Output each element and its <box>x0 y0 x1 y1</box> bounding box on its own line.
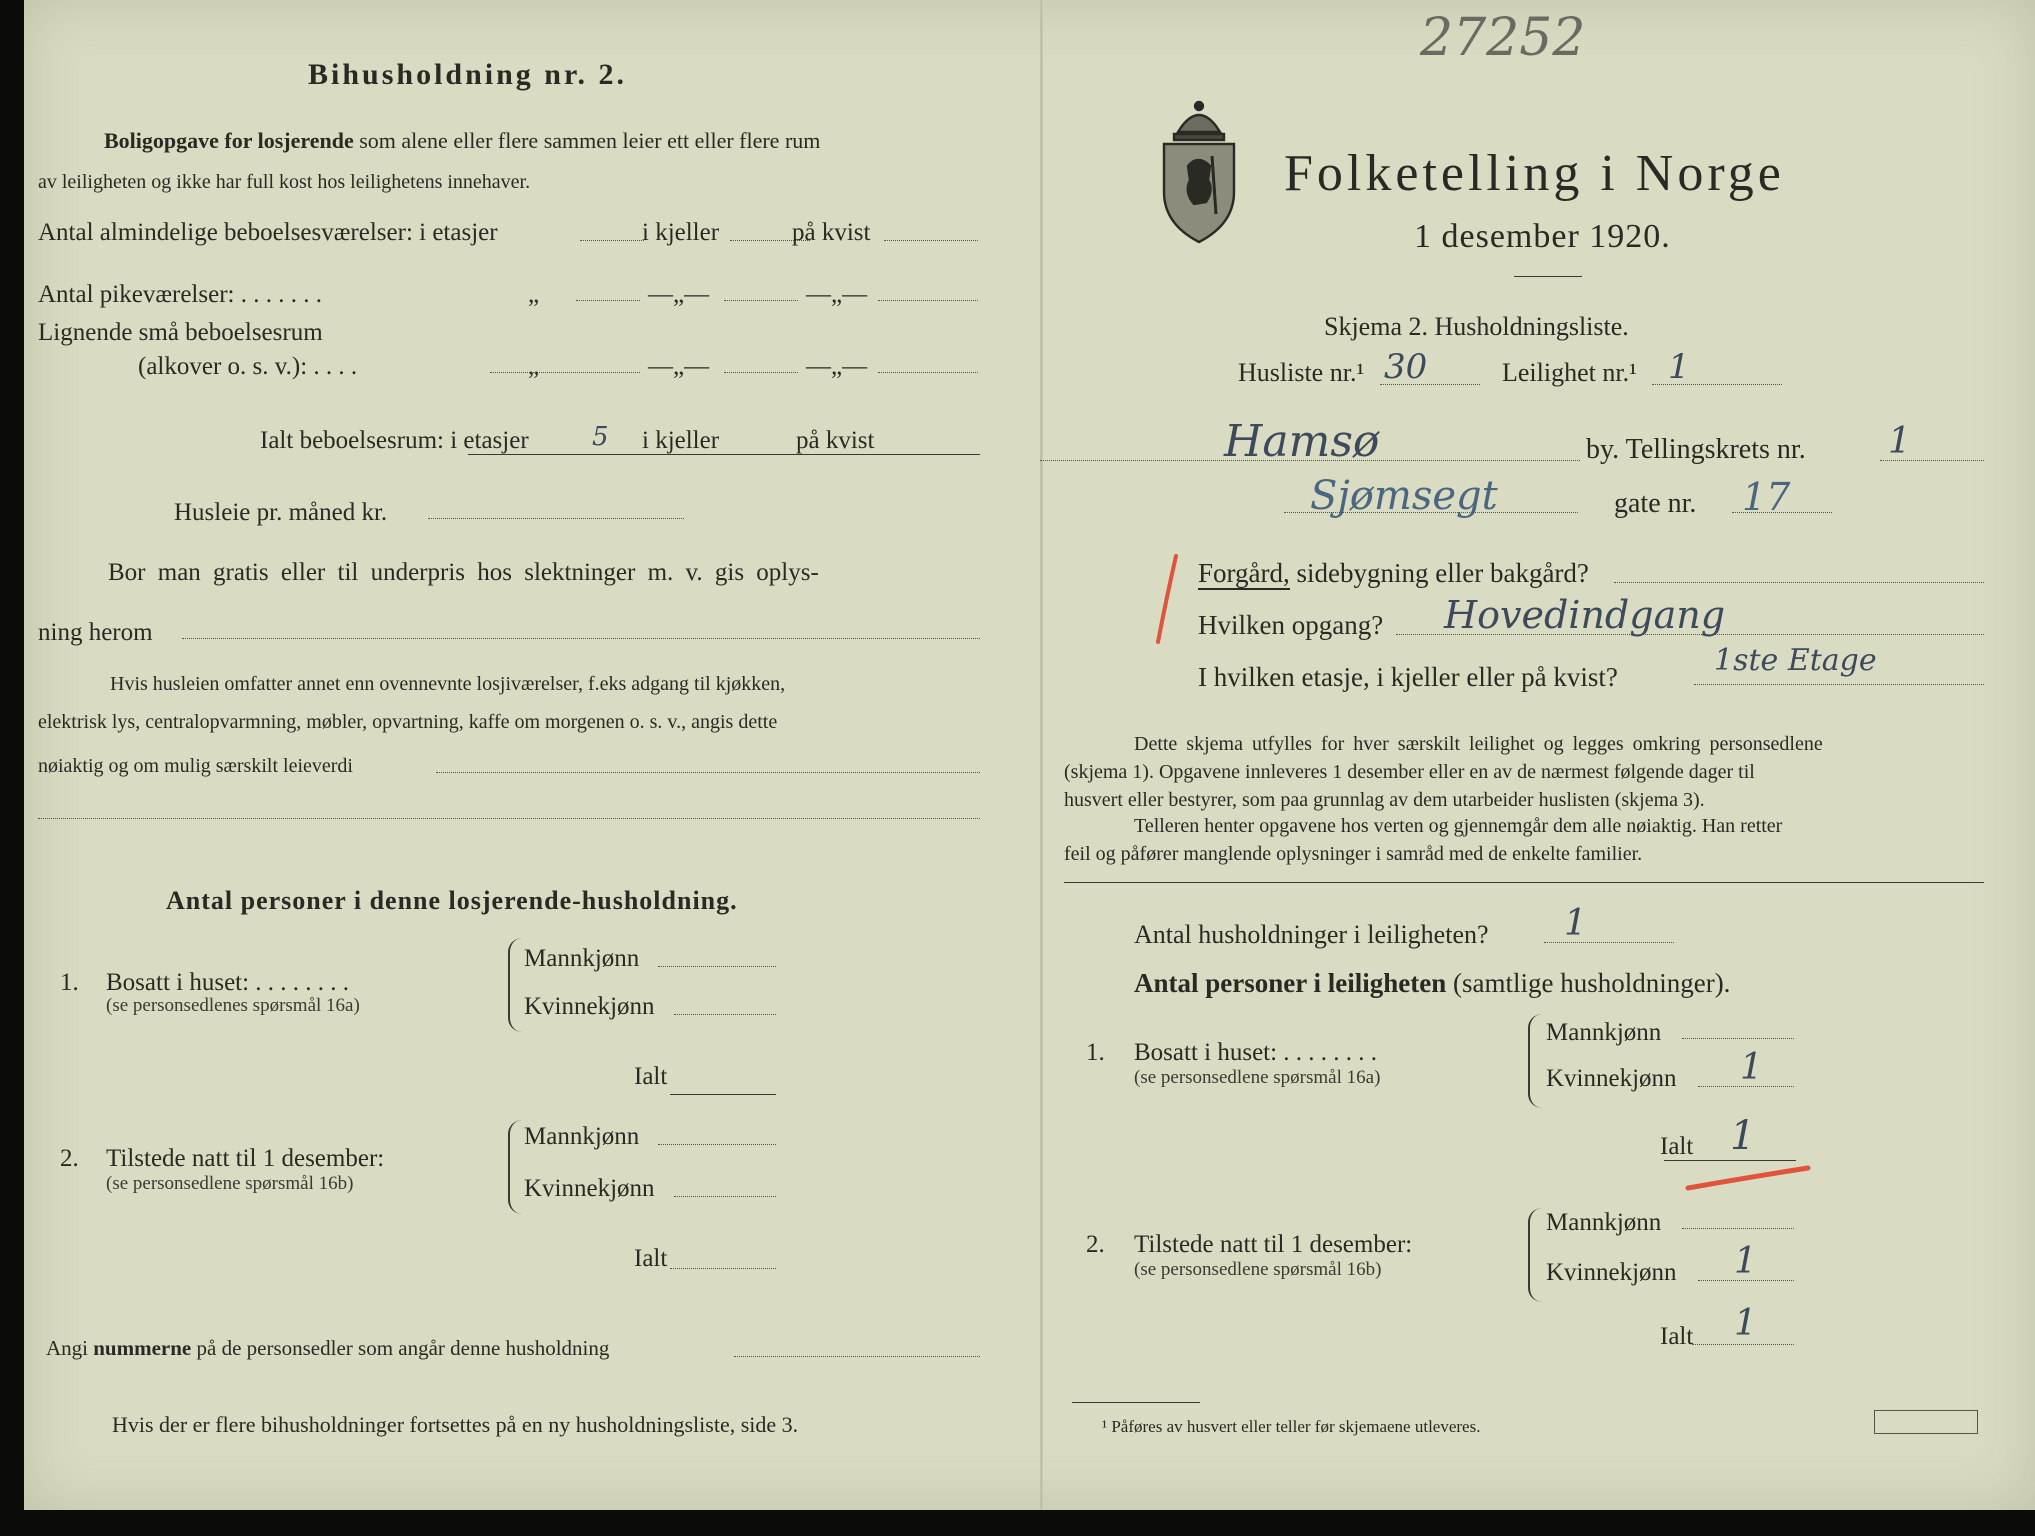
left-q1-kvinne: Kvinnekjønn <box>524 993 655 1020</box>
right-persons-bold: Antal personer i leiligheten <box>1134 968 1447 998</box>
ialt-kvist-label: på kvist <box>796 427 875 454</box>
gratis-field <box>182 638 980 639</box>
antal-kjeller-label: i kjeller <box>642 219 720 246</box>
left-q2-kvinne-field <box>674 1196 776 1197</box>
right-q2-kvinne-value: 1 <box>1734 1241 1757 1282</box>
right-q1-brace <box>1528 1014 1542 1108</box>
gratis-line1: Bor man gratis eller til underpris hos slektninger m. v. gis oplys- <box>108 559 819 586</box>
forgard-field <box>1614 582 1984 583</box>
forgard-rest: sidebygning eller bakgård? <box>1296 558 1589 588</box>
left-q1-sub: (se personsedlenes spørsmål 16a) <box>106 995 360 1016</box>
note-line3: nøiaktig og om mulig særskilt leieverdi <box>38 755 353 777</box>
city-value: Hamsø <box>1224 416 1380 467</box>
right-q2-mann: Mannkjønn <box>1546 1209 1662 1236</box>
right-q1-ialt: Ialt <box>1660 1133 1694 1160</box>
right-q2-kvinne-field <box>1698 1280 1794 1281</box>
row-pike: Antal pikeværelser: . . . . . . . <box>38 281 322 308</box>
left-q1-ialt: Ialt <box>634 1063 668 1090</box>
etasje-field <box>1694 684 1984 685</box>
right-q1-ialt-field <box>1664 1160 1796 1161</box>
city-field <box>1040 460 1580 461</box>
note-field <box>436 772 980 773</box>
info-line2: (skjema 1). Opgavene innleveres 1 desember eller en av de nærmest følgende dager til <box>1064 761 1755 783</box>
husliste-value: 30 <box>1384 347 1428 387</box>
left-q1-kvinne-field <box>674 1014 776 1015</box>
lign-ditto-3: —„— <box>806 353 868 380</box>
left-footer: Hvis der er flere bihusholdninger fortsettes på en ny husholdningsliste, side 3. <box>112 1412 799 1437</box>
angi-pre: Angi <box>46 1336 88 1360</box>
row-ialt-beboelsesrum: Ialt beboelsesrum: i etasjer <box>260 427 529 454</box>
left-q2-num: 2. <box>60 1145 79 1172</box>
by-label: by. Tellingskrets nr. <box>1586 434 1806 465</box>
right-q1-ialt-value: 1 <box>1730 1113 1756 1159</box>
pike-field-3 <box>878 300 978 301</box>
pike-field-2 <box>724 300 798 301</box>
left-q2-label: Tilstede natt til 1 desember: <box>106 1145 385 1172</box>
right-q1-label: Bosatt i huset: . . . . . . . . <box>1134 1039 1378 1066</box>
pike-ditto-3: —„— <box>806 281 868 308</box>
left-q2-ialt: Ialt <box>634 1245 668 1272</box>
red-pencil-mark-icon <box>1152 552 1182 648</box>
left-q1-num: 1. <box>60 969 79 996</box>
census-form-sheet <box>24 0 2035 1510</box>
right-q2-sub: (se personsedlene spørsmål 16b) <box>1134 1259 1382 1280</box>
pike-field-1 <box>576 300 640 301</box>
opgang-label: Hvilken opgang? <box>1198 610 1384 640</box>
left-intro <box>104 130 820 152</box>
info-line1: Dette skjema utfylles for hver særskilt leilighet og legges omkring personsedlene <box>1134 733 1823 755</box>
right-q1-num: 1. <box>1086 1039 1105 1066</box>
pike-ditto-1: „ <box>528 281 540 308</box>
intro-rest: som alene eller flere sammen leier ett eller flere rum <box>359 128 821 153</box>
opgang-field <box>1396 634 1984 635</box>
right-q1-kvinne-field <box>1698 1086 1794 1087</box>
left-q1-brace <box>508 938 522 1032</box>
krets-field <box>1880 460 1984 461</box>
right-q2-ialt-field <box>1692 1344 1794 1345</box>
etasje-label: I hvilken etasje, i kjeller eller på kvist? <box>1198 662 1618 692</box>
printer-stamp <box>1874 1410 1978 1434</box>
right-q2-ialt: Ialt <box>1660 1323 1694 1350</box>
left-heading: Bihusholdning nr. 2. <box>308 58 628 91</box>
ialt-etasjer-value: 5 <box>592 422 609 452</box>
lign-ditto-2: —„— <box>648 353 710 380</box>
angi-field <box>734 1356 980 1357</box>
right-q2-label: Tilstede natt til 1 desember: <box>1134 1231 1413 1258</box>
ialt-underline <box>468 454 980 455</box>
info-line3: husvert eller bestyrer, som paa grunnlag av dem utarbeider huslisten (skjema 3). <box>1064 789 1705 811</box>
gate-value: 17 <box>1742 475 1791 519</box>
info-rule <box>1064 882 1984 883</box>
left-q2-kvinne: Kvinnekjønn <box>524 1175 655 1202</box>
row-lignende-1: Lignende små beboelsesrum <box>38 319 323 346</box>
schema-label: Skjema 2. Husholdningsliste. <box>1324 312 1629 341</box>
title-rule <box>1514 276 1582 277</box>
norway-coat-of-arms-icon <box>1154 96 1244 248</box>
angi-line <box>46 1338 609 1359</box>
hush-field <box>1544 942 1674 943</box>
gate-label: gate nr. <box>1614 488 1697 519</box>
right-q1-kvinne-value: 1 <box>1740 1047 1763 1088</box>
husliste-field <box>1380 384 1480 385</box>
footnote: ¹ Påføres av husvert eller teller før skjemaene utleveres. <box>1102 1417 1481 1436</box>
left-q1-mann: Mannkjønn <box>524 945 640 972</box>
info-line5: feil og påfører manglende oplysninger i samråd med de enkelte familier. <box>1064 843 1643 865</box>
right-q1-mann: Mannkjønn <box>1546 1019 1662 1046</box>
antal-kvist-label: på kvist <box>792 219 871 246</box>
lign-ditto-1: „ <box>528 353 540 380</box>
row-antal: Antal almindelige beboelsesværelser: i etasjer <box>38 219 498 246</box>
note-line2: elektrisk lys, centralopvarmning, møbler, opvartning, kaffe om morgenen o. s. v., angis dette <box>38 711 778 733</box>
angi-post: på de personsedler som angår denne husholdning <box>196 1336 610 1360</box>
right-persons-heading <box>1134 970 1730 997</box>
row-husleie: Husleie pr. måned kr. <box>174 499 388 526</box>
hush-value: 1 <box>1564 903 1587 944</box>
opgang-value: Hovedindgang <box>1444 593 1726 637</box>
gratis-line2: ning herom <box>38 619 153 646</box>
form-title: Folketelling i Norge <box>1284 145 1785 202</box>
forgard-line <box>1198 560 1589 587</box>
footnote-rule <box>1072 1402 1200 1403</box>
form-date: 1 desember 1920. <box>1414 218 1671 255</box>
etasje-value: 1ste Etage <box>1714 643 1877 678</box>
krets-value: 1 <box>1888 421 1911 462</box>
leilighet-label: Leilighet nr.¹ <box>1502 358 1637 387</box>
antal-etasjer-field <box>580 240 644 241</box>
gate-field <box>1732 512 1832 513</box>
leilighet-value: 1 <box>1668 347 1690 387</box>
leilighet-field <box>1652 384 1782 385</box>
left-q2-sub: (se personsedlene spørsmål 16b) <box>106 1173 354 1194</box>
ialt-kjeller-label: i kjeller <box>642 427 720 454</box>
archive-number: 27252 <box>1420 8 1586 68</box>
forgard-underlined: Forgård, <box>1198 558 1290 588</box>
red-underline-mark-icon <box>1684 1164 1814 1194</box>
intro-line2: av leiligheten og ikke har full kost hos leilighetens innehaver. <box>38 171 531 193</box>
lign-field-1 <box>490 372 640 373</box>
info-line4: Telleren henter opgavene hos verten og gjennemgår dem alle nøiaktig. Han retter <box>1134 815 1783 837</box>
note-field-2 <box>38 818 980 819</box>
husliste-label: Husliste nr.¹ <box>1238 358 1365 387</box>
right-q2-mann-field <box>1682 1228 1794 1229</box>
right-q2-ialt-value: 1 <box>1734 1303 1757 1344</box>
right-q1-sub: (se personsedlene spørsmål 16a) <box>1134 1067 1381 1088</box>
row-lignende-2: (alkover o. s. v.): . . . . <box>138 353 358 380</box>
left-q1-mann-field <box>658 966 776 967</box>
left-q2-mann-field <box>658 1144 776 1145</box>
intro-bold: Boligopgave for losjerende <box>104 128 354 153</box>
right-q1-mann-field <box>1682 1038 1794 1039</box>
angi-bold: nummerne <box>93 1336 192 1360</box>
note-line1: Hvis husleien omfatter annet enn ovennevnte losjiværelser, f.eks adgang til kjøkken, <box>110 673 786 695</box>
street-value: Sjømsegt <box>1310 473 1498 519</box>
husleie-field <box>428 518 684 519</box>
right-q2-num: 2. <box>1086 1231 1105 1258</box>
street-field <box>1284 512 1578 513</box>
page-fold <box>1040 0 1043 1510</box>
left-q2-ialt-field <box>670 1268 776 1269</box>
right-q2-kvinne: Kvinnekjønn <box>1546 1259 1677 1286</box>
pike-ditto-2: —„— <box>648 281 710 308</box>
left-persons-heading: Antal personer i denne losjerende-husholdning. <box>166 886 738 915</box>
left-q1-label: Bosatt i huset: . . . . . . . . <box>106 969 350 996</box>
left-q2-brace <box>508 1120 522 1214</box>
lign-field-3 <box>878 372 978 373</box>
hush-label: Antal husholdninger i leiligheten? <box>1134 920 1489 949</box>
left-q2-mann: Mannkjønn <box>524 1123 640 1150</box>
antal-kvist-field <box>884 240 978 241</box>
left-q1-ialt-field <box>670 1094 776 1095</box>
right-q2-brace <box>1528 1208 1542 1302</box>
lign-field-2 <box>724 372 798 373</box>
right-persons-rest: (samtlige husholdninger). <box>1452 968 1731 998</box>
right-q1-kvinne: Kvinnekjønn <box>1546 1065 1677 1092</box>
